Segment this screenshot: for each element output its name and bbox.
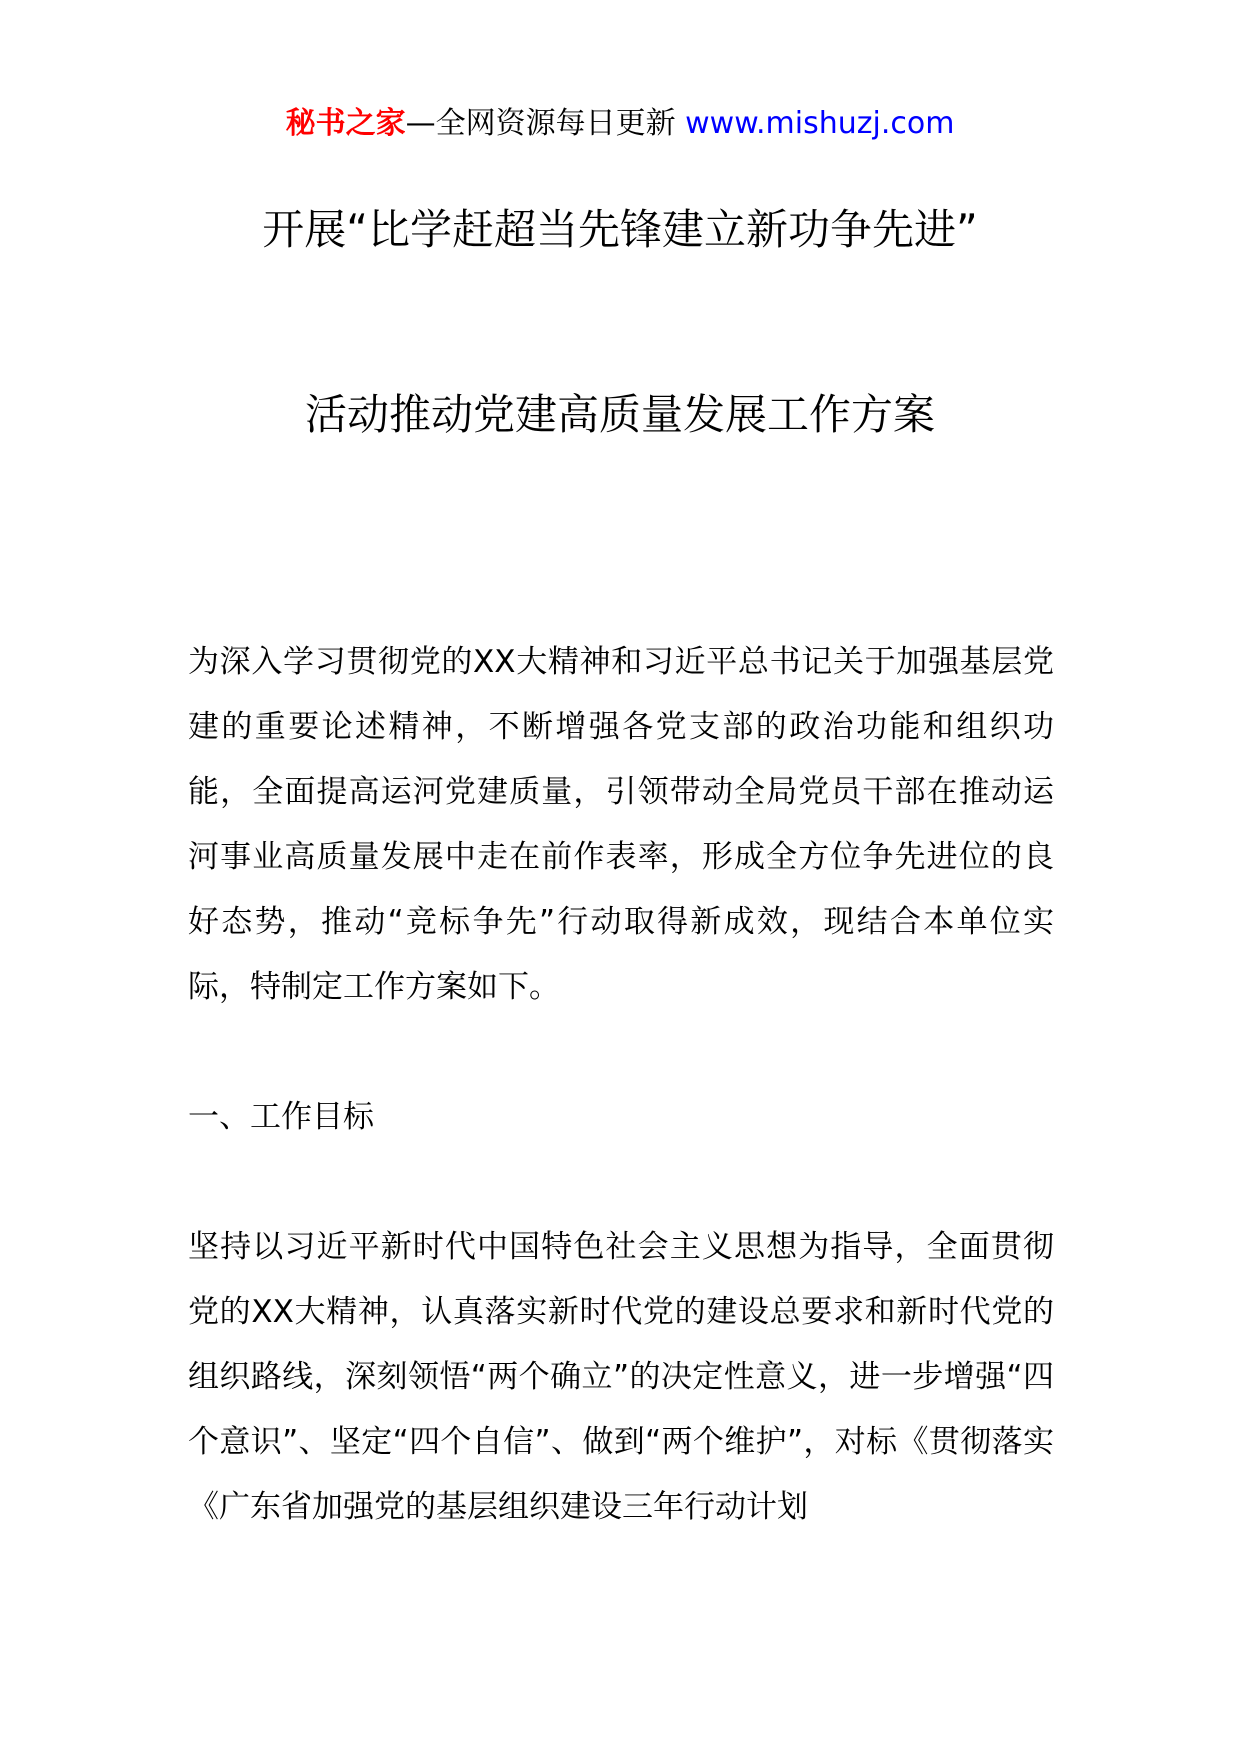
site-header — [0, 100, 1240, 148]
site-url-link[interactable]: www.mishuzj.com — [685, 106, 955, 141]
intro-paragraph: 为深入学习贯彻党的XX大精神和习近平总书记关于加强基层党建的重要论述精神，不断增强各党支部的政治功能和组织功能，全面提高运河党建质量，引领带动全局党员干部在推动运河事业高质量发展中走在前作表率，形成全方位争先进位的良好态势，推动“竞标争先”行动取得新成效，现结合本单位实际，特制定工作方案如下。 — [188, 644, 1054, 1005]
site-brand: 秘书之家 — [285, 106, 406, 141]
site-tagline: —全网资源每日更新 — [405, 106, 676, 141]
section-heading-work-goals: 一、工作目标 — [188, 1099, 374, 1135]
document-title-line-2: 活动推动党建高质量发展工作方案 — [304, 390, 935, 439]
section-paragraph-work-goals: 坚持以习近平新时代中国特色社会主义思想为指导，全面贯彻党的XX大精神，认真落实新时代党的建设总要求和新时代党的组织路线，深刻领悟“两个确立”的决定性意义，进一步增强“四个意识”、坚定“四个自信”、做到“两个维护”，对标《贯彻落实《广东省加强党的基层组织建设三年行动计划 — [188, 1229, 1054, 1525]
document-title-line-1: 开展“比学赶超当先锋建立新功争先进” — [262, 205, 978, 254]
